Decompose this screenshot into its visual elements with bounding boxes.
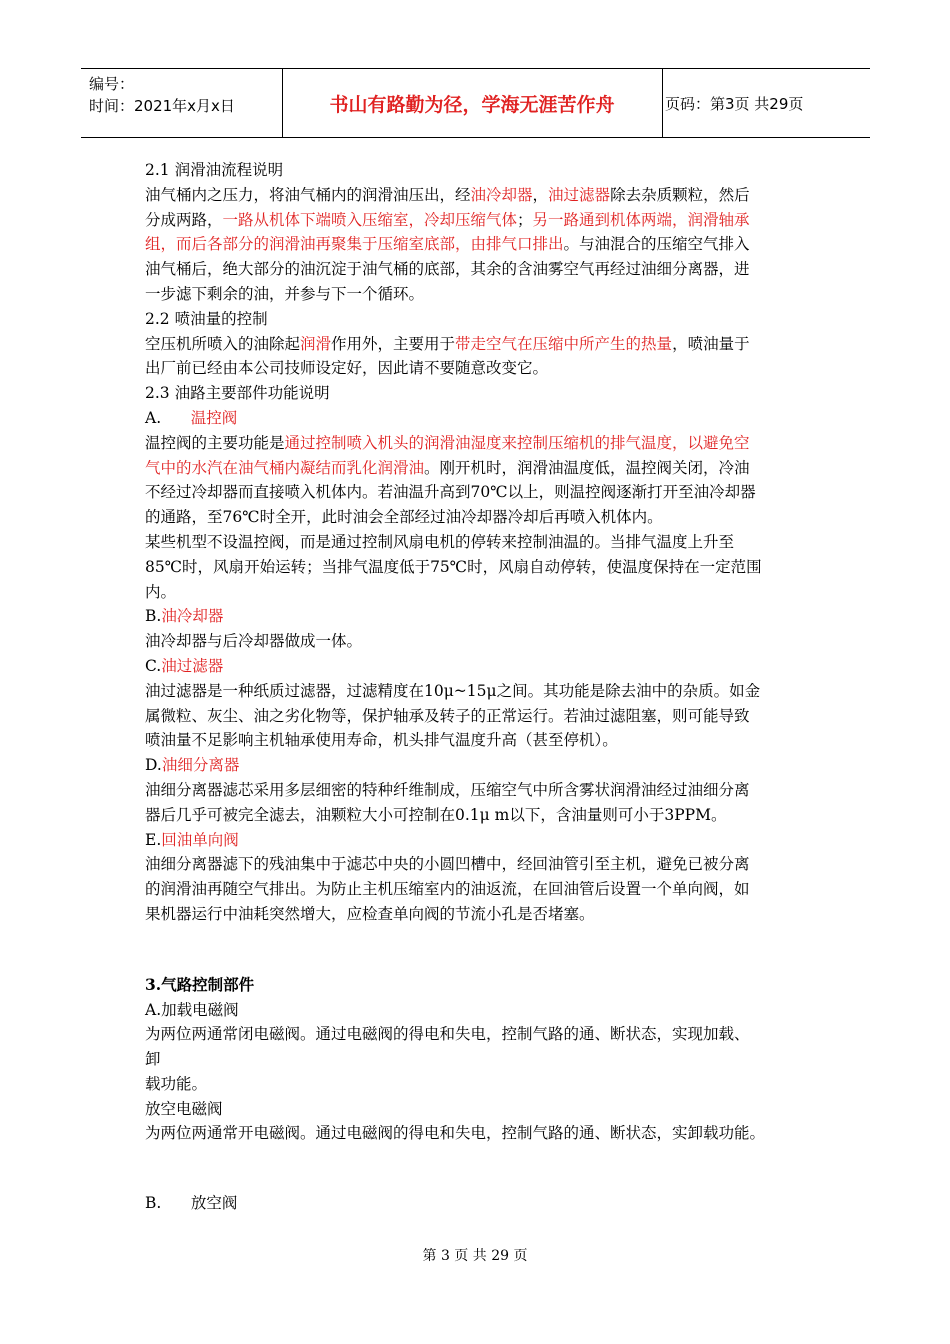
paragraph-line: 油细分离器滤芯采用多层细密的特种纤维制成，压缩空气中所含雾状润滑油经过油细分离: [145, 780, 750, 799]
section-3-b-title: B. 放空阀: [145, 1194, 238, 1213]
number-label: 编号：: [89, 75, 135, 93]
page-footer: 第 3 页 共 29 页: [422, 1248, 528, 1264]
paragraph-line: 属微粒、灰尘、油之劣化物等，保护轴承及转子的正常运行。若油过滤阻塞，则可能导致: [145, 706, 750, 725]
paragraph-line: 油冷却器与后冷却器做成一体。: [145, 632, 363, 651]
paragraph-line: 出厂前已经由本公司技师设定好，因此请不要随意改变它。: [145, 359, 549, 378]
paragraph-line: 油细分离器滤下的残油集中于滤芯中央的小圆凹槽中，经回油管引至主机，避免已被分离: [145, 855, 750, 874]
paragraph-line: 油气桶内之压力，将油气桶内的润滑油压出，经油冷却器，油过滤器除去杂质颗粒，然后: [145, 185, 750, 204]
paragraph-line: 的润滑油再随空气排出。为防止主机压缩室内的油返流，在回油管后设置一个单向阀，如: [145, 880, 750, 899]
paragraph-line: 的通路，至76℃时全开，此时油会全部经过油冷却器冷却后再喷入机体内。: [145, 508, 663, 527]
paragraph-line: 气中的水汽在油气桶内凝结而乳化润滑油。刚开机时，润滑油温度低，温控阀关闭，冷油: [145, 458, 750, 477]
paragraph-line: 分成两路，一路从机体下端喷入压缩室，冷却压缩气体；另一路通到机体两端，润滑轴承: [145, 210, 750, 229]
spacer: [145, 1146, 810, 1191]
section-2-1-title: 2.1 润滑油流程说明: [145, 161, 284, 179]
paragraph-line: 某些机型不设温控阀，而是通过控制风扇电机的停转来控制油温的。当排气温度上升至: [145, 532, 735, 551]
paragraph-line: 卸: [145, 1050, 161, 1069]
section-2-3-title: 2.3 油路主要部件功能说明: [145, 384, 330, 403]
paragraph-line: 组，而后各部分的润滑油再聚集于压缩室底部，由排气口排出。与油混合的压缩空气排入: [145, 235, 750, 254]
paragraph-line: 为两位两通常闭电磁阀。通过电磁阀的得电和失电，控制气路的通、断状态，实现加载、: [145, 1025, 750, 1044]
paragraph-line: 载功能。: [145, 1074, 208, 1093]
paragraph-line: 不经过冷却器而直接喷入机体内。若油温升高到70℃以上，则温控阀逐渐打开至油冷却器: [145, 483, 756, 502]
section-2-2-title: 2.2 喷油量的控制: [145, 309, 268, 328]
section-3-title: 3.气路控制部件: [145, 974, 255, 994]
header-motto: 书山有路勤为径，学海无涯苦作舟: [329, 94, 615, 116]
paragraph-line: 喷油量不足影响主机轴承使用寿命，机头排气温度升高（甚至停机）。: [145, 731, 618, 750]
subsection-b-title: B.油冷却器: [145, 607, 224, 626]
vent-valve-title: 放空电磁阀: [145, 1099, 223, 1118]
subsection-d-title: D.油细分离器: [145, 756, 240, 775]
paragraph-line: 器后几乎可被完全滤去，油颗粒大小可控制在0.1μ m以下，含油量则可小于3PPM。: [145, 805, 727, 824]
paragraph-line: 85℃时，风扇开始运转；当排气温度低于75℃时，风扇自动停转，使温度保持在一定范围: [145, 557, 762, 576]
header-meta: [89, 73, 279, 117]
spacer: [145, 927, 810, 973]
paragraph-line: 空压机所喷入的油除起润滑作用外，主要用于带走空气在压缩中所产生的热量，喷油量于: [145, 334, 750, 353]
subsection-c-title: C.油过滤器: [145, 656, 224, 675]
page-header: [81, 68, 870, 138]
time-label: 时间：2021年x月x日: [89, 97, 235, 115]
paragraph-line: 一步滤下剩余的油，并参与下一个循环。: [145, 284, 425, 303]
subsection-e-title: E.回油单向阀: [145, 830, 239, 849]
paragraph-line: 为两位两通常开电磁阀。通过电磁阀的得电和失电，控制气路的通、断状态，实卸载功能。: [145, 1124, 766, 1143]
paragraph-line: 果机器运行中油耗突然增大，应检查单向阀的节流小孔是否堵塞。: [145, 904, 595, 923]
section-3-a-title: A.加载电磁阀: [145, 1000, 239, 1019]
paragraph-line: 温控阀的主要功能是通过控制喷入机头的润滑油湿度来控制压缩机的排气温度，以避免空: [145, 433, 750, 452]
header-divider: [662, 69, 663, 137]
document-body: [145, 158, 810, 1216]
header-page-info: 页码：第3页 共29页: [665, 95, 804, 113]
subsection-a-title: A. 温控阀: [145, 408, 238, 427]
paragraph-line: 油气桶后，绝大部分的油沉淀于油气桶的底部，其余的含油雾空气再经过油细分离器，进: [145, 260, 750, 279]
paragraph-line: 油过滤器是一种纸质过滤器，过滤精度在10μ~15μ之间。其功能是除去油中的杂质。如金: [145, 681, 761, 700]
paragraph-line: 内。: [145, 582, 177, 601]
